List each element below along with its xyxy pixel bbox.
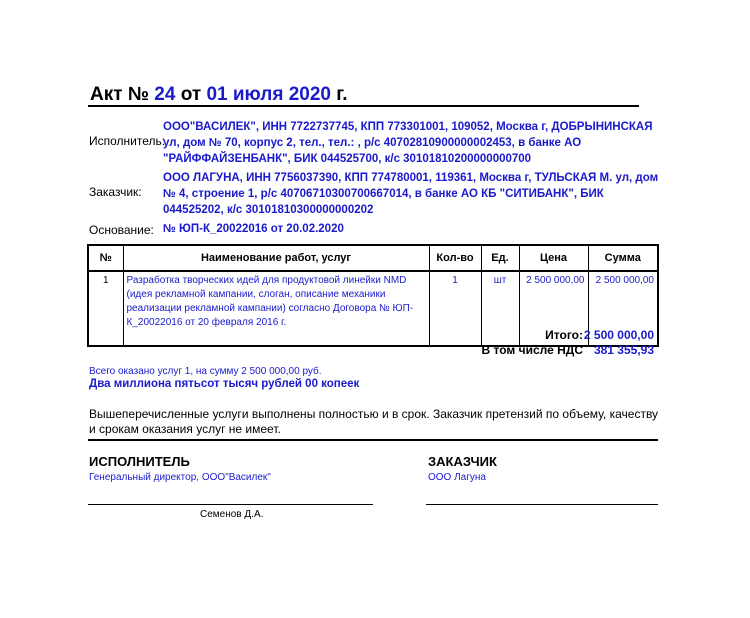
executor-signer-name: Семенов Д.А. (200, 509, 264, 520)
vat-label: В том числе НДС (481, 343, 583, 357)
title-prefix: Акт № (90, 84, 149, 105)
vat-value: 381 355,93 (593, 343, 654, 357)
statement-divider (88, 439, 658, 441)
basis-label: Основание: (89, 223, 154, 237)
col-header-unit: Ед. (481, 245, 519, 271)
customer-signature-heading: ЗАКАЗЧИК (428, 454, 497, 469)
document-title (90, 84, 348, 106)
customer-position: ООО Лагуна (428, 472, 486, 483)
cell-number: 1 (88, 271, 123, 346)
col-header-name: Наименование работ, услуг (123, 245, 429, 271)
cell-qty: 1 (429, 271, 481, 346)
total-value: 2 500 000,00 (583, 328, 654, 342)
total-label: Итого: (545, 328, 583, 342)
executor-position: Генеральный директор, ООО"Василек" (89, 472, 271, 483)
col-header-price: Цена (519, 245, 588, 271)
act-number: 24 (154, 84, 176, 105)
title-from: от (180, 84, 202, 105)
col-header-sum: Сумма (588, 245, 658, 271)
amount-in-words: Два миллиона пятьсот тысяч рублей 00 копеек (89, 378, 360, 390)
table-header-row (88, 245, 658, 271)
customer-label: Заказчик: (89, 185, 142, 199)
customer-details: ООО ЛАГУНА, ИНН 7756037390, КПП 774780001, 119361, Москва г, ТУЛЬСКАЯ М. ул, дом № 4, строение 1, р/с 40706710300700667014, в банке АО КБ "СИТИБАНК", БИК 044525202, к/с 30101810300000000202 (163, 172, 659, 216)
basis-value: № ЮП-К_20022016 от 20.02.2020 (163, 223, 344, 235)
completion-statement: Вышеперечисленные услуги выполнены полностью и в срок. Заказчик претензий по объему, качеству и срокам оказания услуг не имеет. (89, 407, 659, 436)
act-date: 01 июля 2020 (206, 84, 331, 105)
customer-signature-line (426, 504, 658, 505)
cell-unit: шт (481, 271, 519, 346)
executor-details: ООО"ВАСИЛЕК", ИНН 7722737745, КПП 773301001, 109052, Москва г, ДОБРЫНИНСКАЯ ул, дом № 70, корпус 2, тел., тел.: , р/с 40702810900000002453, в банке АО "РАЙФФАЙЗЕНБАНК", БИК 044525700, к/с 30101810200000000700 (163, 121, 653, 165)
services-summary: Всего оказано услуг 1, на сумму 2 500 000,00 руб. (89, 366, 322, 377)
cell-price: 2 500 000,00 (519, 271, 588, 346)
executor-signature-line (88, 504, 373, 505)
executor-label: Исполнитель: (89, 134, 166, 148)
executor-signature-heading: ИСПОЛНИТЕЛЬ (89, 454, 190, 469)
cell-service-name: Разработка творческих идей для продуктовой линейки NMD (идея рекламной кампании, слоган, описание механики реализации рекламной кампании) согласно Договора № ЮП-К_20022016 от 20 февраля 2016 г. (123, 271, 429, 346)
col-header-qty: Кол-во (429, 245, 481, 271)
title-suffix: г. (336, 84, 348, 105)
cell-sum: 2 500 000,00 (588, 271, 658, 346)
title-divider (88, 105, 639, 107)
col-header-number: № (88, 245, 123, 271)
